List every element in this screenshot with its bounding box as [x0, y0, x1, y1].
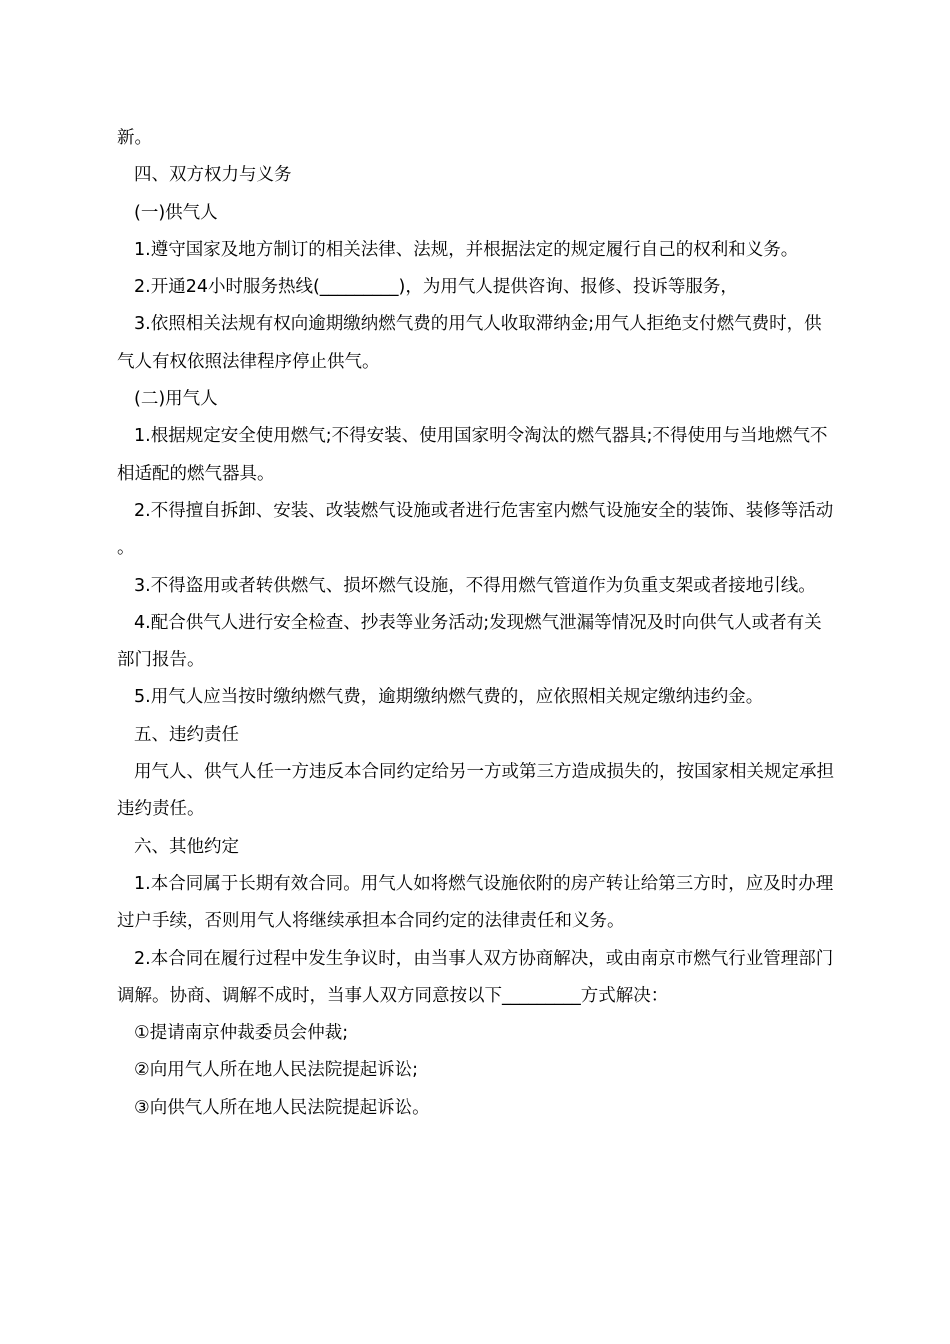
option-user-court: ②向用气人所在地人民法院提起诉讼;	[134, 1060, 419, 1081]
section-heading-rights-obligations: 四、双方权力与义务	[134, 165, 292, 186]
section-heading-other: 六、其他约定	[134, 836, 239, 857]
clause-user-5: 5.用气人应当按时缴纳燃气费，逾期缴纳燃气费的，应依照相关规定缴纳违约金。	[134, 687, 764, 708]
clause-other-2: 2.本合同在履行过程中发生争议时，由当事人双方协商解决，或由南京市燃气行业管理部门调解。协商、调解不成时，当事人双方同意按以下_________方式解决：	[117, 948, 834, 1006]
clause-supplier-2: 2.开通24小时服务热线(_________)，为用气人提供咨询、报修、投诉等服务，	[134, 277, 738, 298]
option-supplier-court: ③向供气人所在地人民法院提起诉讼。	[134, 1097, 430, 1118]
clause-user-2: 2.不得擅自拆卸、安装、改装燃气设施或者进行危害室内燃气设施安全的装饰、装修等活动。	[117, 500, 834, 559]
subsection-heading-supplier: (一)供气人	[134, 202, 218, 223]
subsection-heading-user: (二)用气人	[134, 389, 218, 410]
clause-supplier-3: 3.依照相关法规有权向逾期缴纳燃气费的用气人收取滞纳金;用气人拒绝支付燃气费时，供气人有权依照法律程序停止供气。	[117, 314, 822, 372]
clause-user-1: 1.根据规定安全使用燃气;不得安装、使用国家明令淘汰的燃气器具;不得使用与当地燃气不相适配的燃气器具。	[117, 426, 828, 484]
clause-supplier-1: 1.遵守国家及地方制订的相关法律、法规，并根据法定的规定履行自己的权利和义务。	[134, 239, 799, 260]
clause-other-1: 1.本合同属于长期有效合同。用气人如将燃气设施依附的房产转让给第三方时，应及时办理过户手续，否则用气人将继续承担本合同约定的法律责任和义务。	[117, 873, 834, 932]
clause-user-4: 4.配合供气人进行安全检查、抄表等业务活动;发现燃气泄漏等情况及时向供气人或者有关部门报告。	[117, 612, 822, 671]
document-body	[117, 120, 839, 1127]
section-heading-liability: 五、违约责任	[134, 724, 239, 745]
option-arbitration: ①提请南京仲裁委员会仲裁;	[134, 1023, 349, 1044]
clause-liability: 用气人、供气人任一方违反本合同约定给另一方或第三方造成损失的，按国家相关规定承担违约责任。	[117, 762, 834, 820]
paragraph-continuation: 新。	[117, 128, 152, 148]
clause-user-3: 3.不得盗用或者转供燃气、损坏燃气设施，不得用燃气管道作为负重支架或者接地引线。	[134, 575, 816, 596]
